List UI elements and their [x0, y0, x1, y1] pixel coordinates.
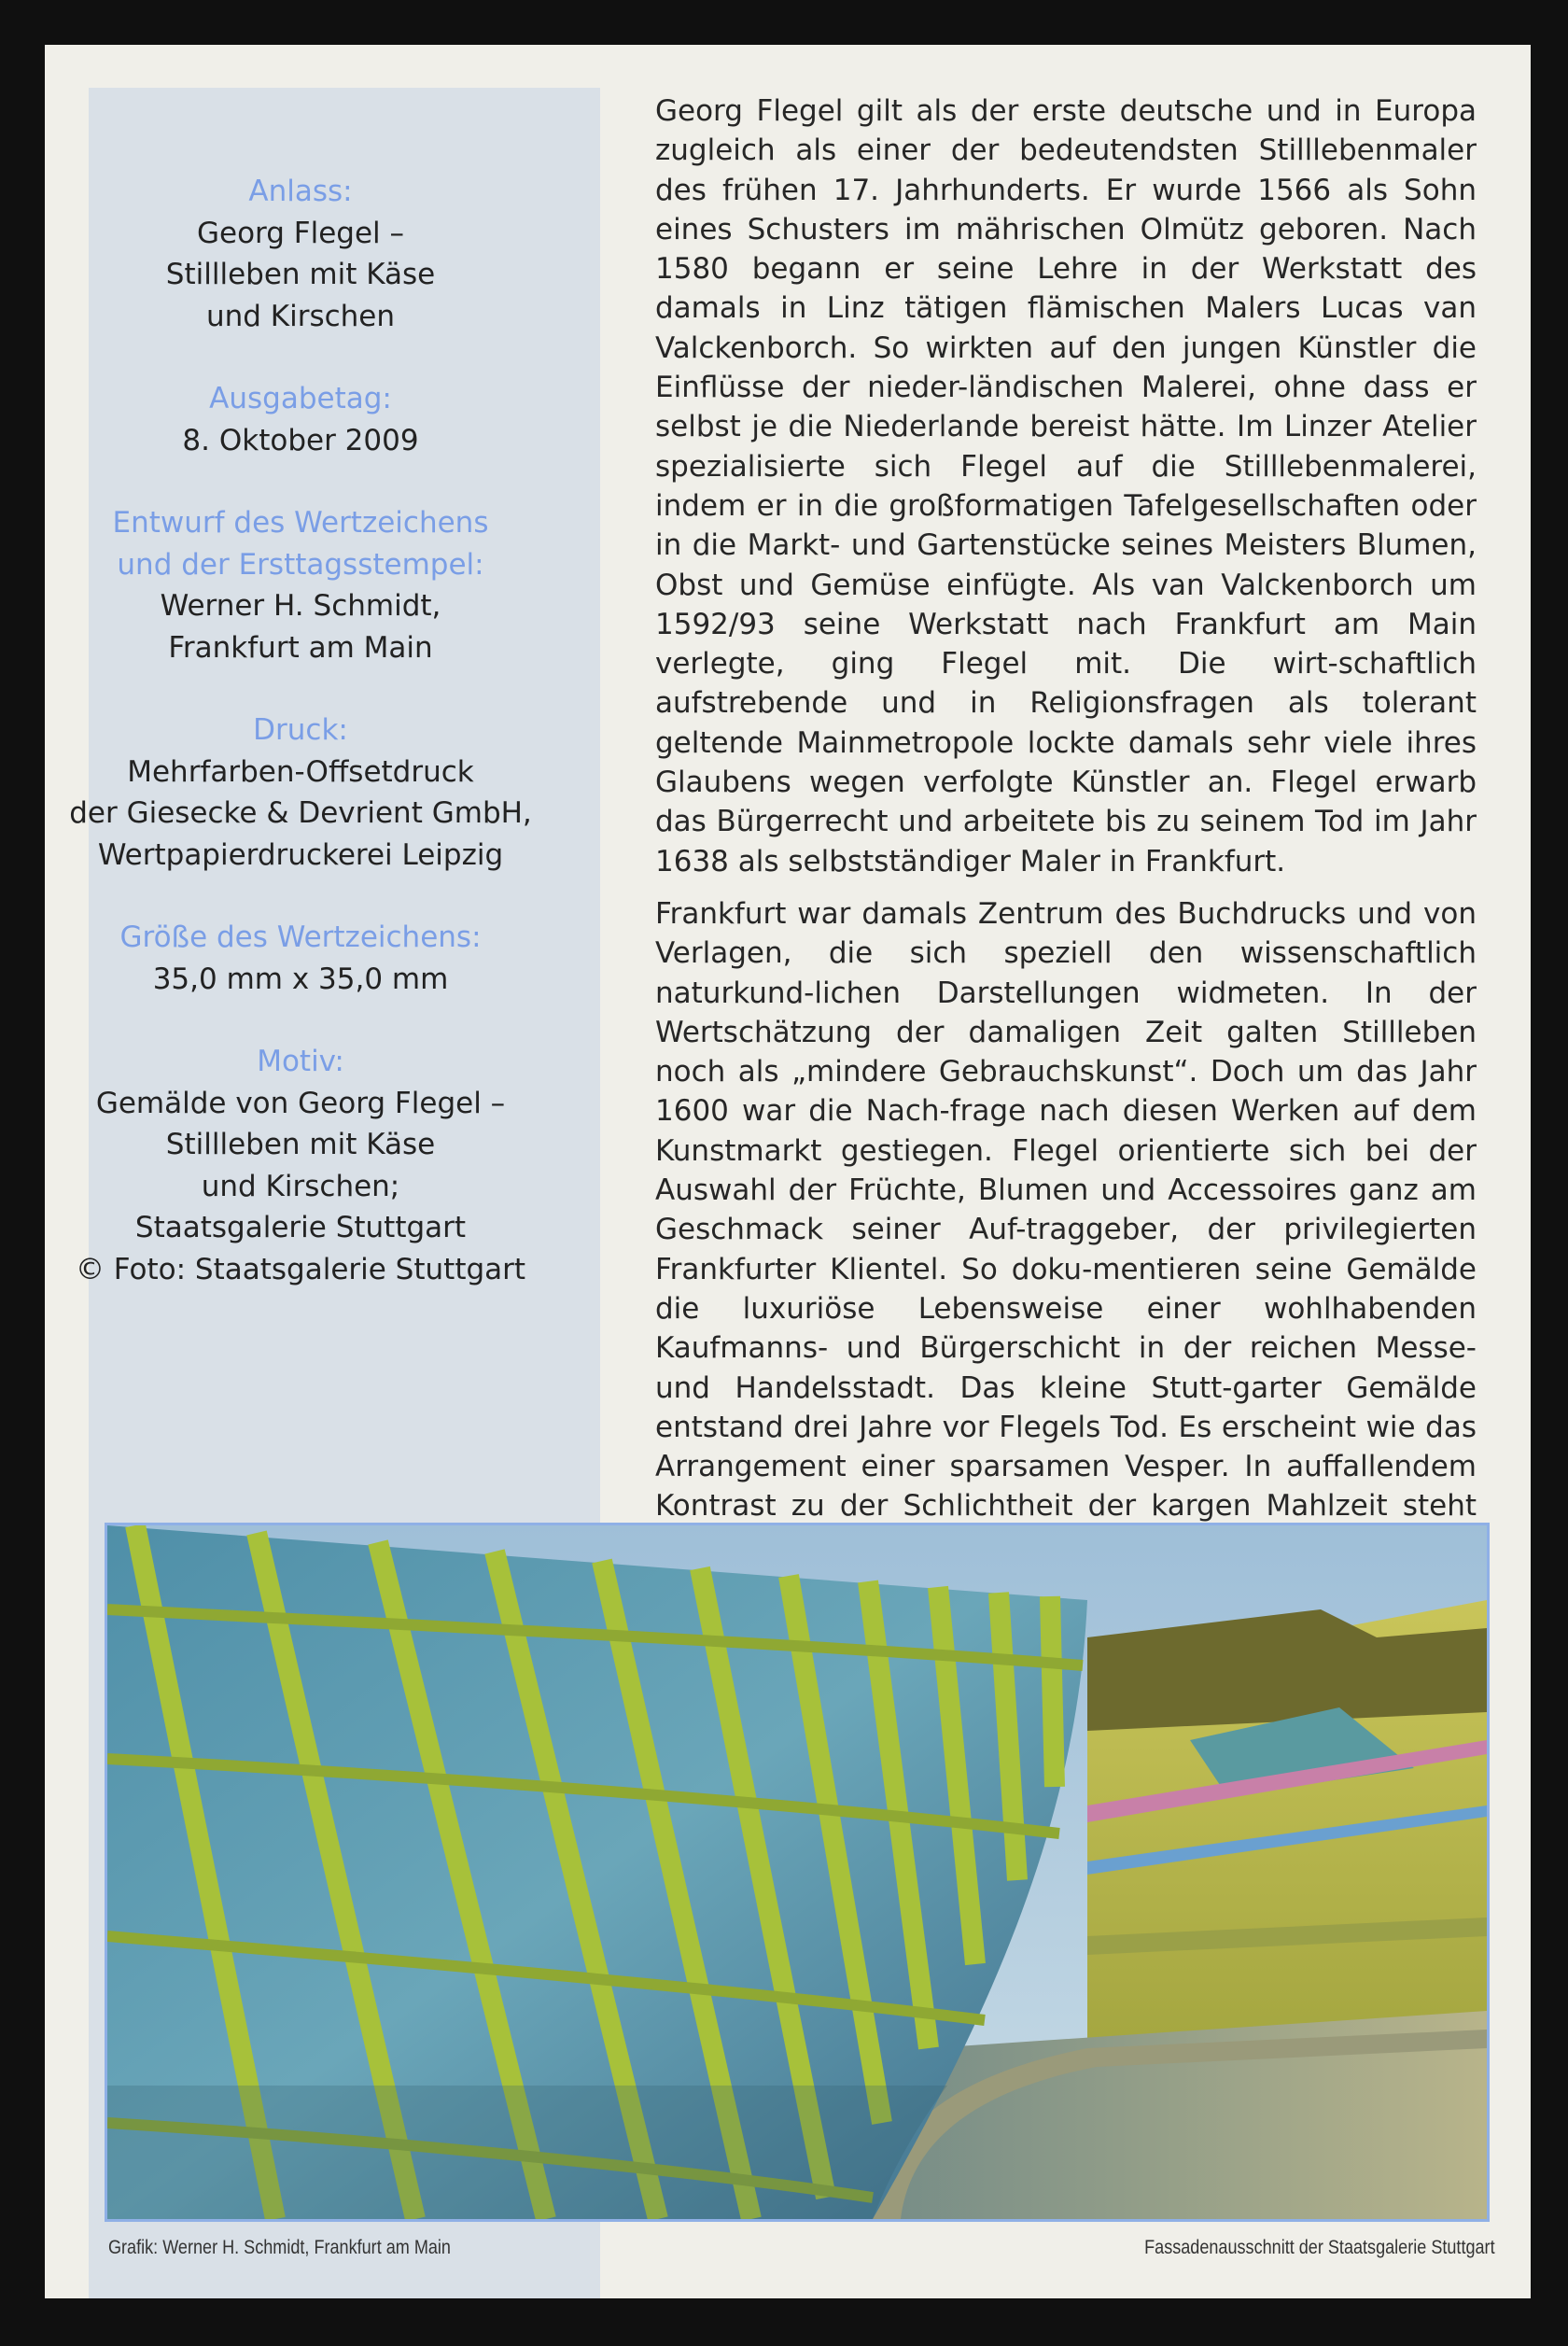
photo-caption: Fassadenausschnitt der Staatsgalerie Stuttgart — [1144, 2237, 1495, 2258]
detail-label: Entwurf des Wertzeichens — [112, 506, 489, 540]
detail-label: Motiv: — [257, 1045, 344, 1078]
detail-stamp-size — [45, 917, 556, 1000]
detail-occasion — [45, 171, 556, 337]
detail-label: Druck: — [253, 713, 348, 747]
detail-line: 35,0 mm x 35,0 mm — [152, 962, 449, 996]
detail-label: Ausgabetag: — [209, 382, 392, 415]
facade-illustration — [107, 1525, 1487, 2219]
brochure-page — [45, 45, 1531, 2298]
article-paragraph: Georg Flegel gilt als der erste deutsche und in Europa zugleich als einer der bedeutendsten Stilllebenmaler des frühen 17. Jahrhunderts. Er wurde 1566 als Sohn eines Schusters im mährischen Olmütz geboren. Nach 1580 begann er seine Lehre in der Werkstatt des damals in Linz tätigen flämischen Malers Lucas van Valckenborch. So wirkten auf den jungen Künstler die Einflüsse der nieder-ländischen Malerei, ohne dass er selbst je die Niederlande bereist hätte. Im Linzer Atelier spezialisierte sich Flegel auf die Stilllebenmalerei, indem er in die großformatigen Tafelgesellschaften oder in die Markt- und Gartenstücke seines Meisters Blumen, Obst und Gemüse einfügte. Als van Valckenborch um 1592/93 seine Werkstatt nach Frankfurt am Main verlegte, ging Flegel mit. Die wirt-schaftlich aufstrebende und in Religionsfragen als tolerant geltende Mainmetropole lockte damals sehr viele ihres Glaubens wegen verfolgte Künstler an. Flegel erwarb das Bürgerrecht und arbeitete bis zu seinem Tod im Jahr 1638 als selbstständiger Maler in Frankfurt. — [655, 94, 1477, 878]
detail-line: Wertpapierdruckerei Leipzig — [97, 837, 504, 872]
detail-line: 8. Oktober 2009 — [182, 423, 419, 457]
article-paragraph: Frankfurt war damals Zentrum des Buchdrucks und von Verlagen, die sich speziell den wissenschaftlich naturkund-lichen Darstellungen widmeten. In der Wertschätzung der damaligen Zeit galten Stillleben noch als „mindere Gebrauchskunst“. Doch um das Jahr 1600 war die Nach-frage nach diesen Werken auf dem Kunstmarkt gestiegen. Flegel orientierte sich bei der Auswahl der Früchte, Blumen und Accessoires ganz am Geschmack seiner Auf-traggeber, der privilegierten Frankfurter Klientel. So doku-mentieren seine Gemälde die luxuriöse Lebensweise einer wohlhabenden Kaufmanns- und Bürgerschicht in der reichen Messe- und Handelsstadt. Das kleine Stutt-garter Gemälde entstand drei Jahre vor Flegels Tod. Es erscheint wie das Arrangement einer sparsamen Vesper. In auffallendem Kontrast zu der Schlichtheit der kargen Mahlzeit steht — [655, 896, 1477, 1524]
facade-photo — [105, 1523, 1490, 2222]
article-body — [655, 91, 1477, 1618]
shadow — [107, 2086, 947, 2219]
detail-line: Frankfurt am Main — [168, 630, 433, 665]
detail-line: Mehrfarben-Offsetdruck — [127, 754, 474, 789]
detail-line: Gemälde von Georg Flegel – — [95, 1086, 506, 1120]
stamp-details — [45, 171, 556, 1331]
detail-design — [45, 502, 556, 668]
detail-line: der Giesecke & Devrient GmbH, — [69, 796, 532, 830]
detail-line: Staatsgalerie Stuttgart — [134, 1211, 467, 1244]
detail-label: Anlass: — [248, 175, 353, 208]
detail-label: Größe des Wertzeichens: — [119, 920, 482, 954]
photo-credit: Grafik: Werner H. Schmidt, Frankfurt am Main — [108, 2237, 451, 2258]
detail-line: und Kirschen — [205, 299, 396, 333]
detail-line: Stillleben mit Käse — [165, 258, 436, 291]
detail-line: Georg Flegel – — [196, 216, 405, 250]
detail-issue-date — [45, 378, 556, 461]
detail-printing — [45, 709, 556, 876]
detail-line: und Kirschen; — [201, 1169, 400, 1203]
detail-line: Stillleben mit Käse — [165, 1128, 436, 1161]
detail-label: und der Ersttagsstempel: — [117, 547, 484, 582]
detail-line: © Foto: Staatsgalerie Stuttgart — [75, 1252, 526, 1286]
detail-motif — [45, 1041, 556, 1290]
detail-line: Werner H. Schmidt, — [160, 589, 441, 623]
